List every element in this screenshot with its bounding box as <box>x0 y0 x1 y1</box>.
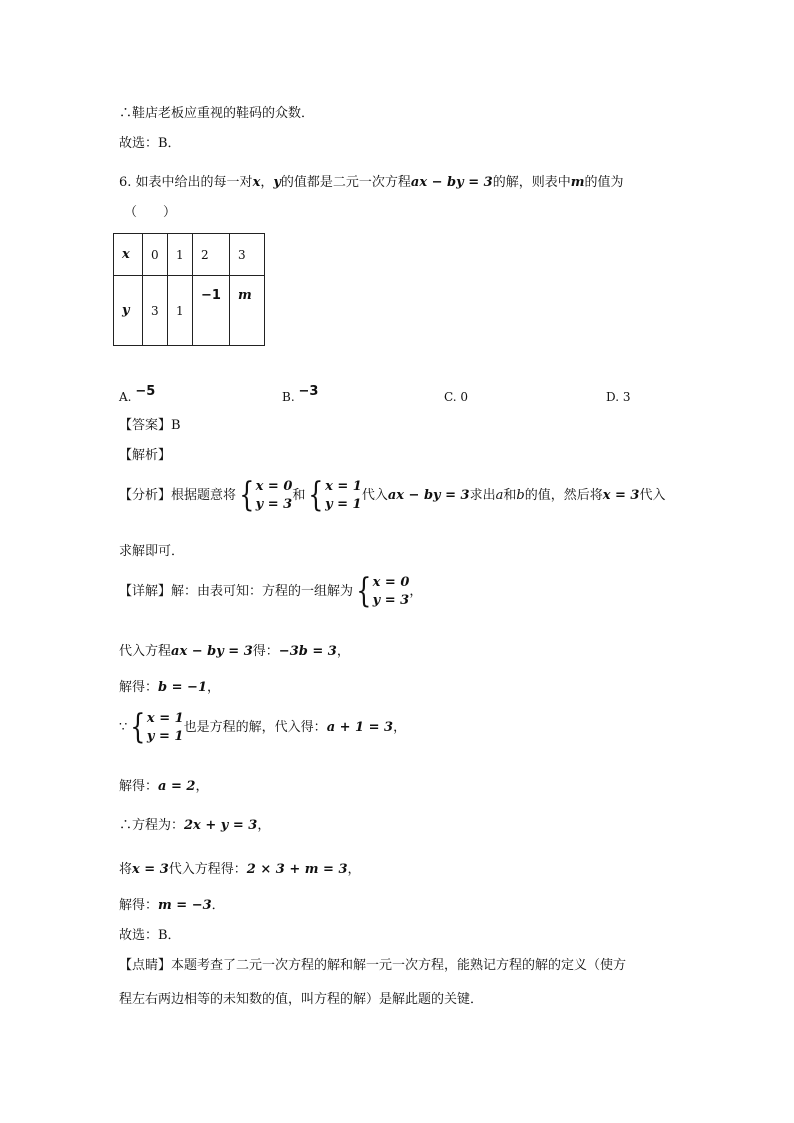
math-a: a <box>495 488 504 503</box>
math: a = 2 <box>158 779 196 794</box>
text: 代入 <box>361 488 388 503</box>
table-cell: 0 <box>143 234 168 276</box>
text: 的解，则表中 <box>492 175 571 190</box>
table-cell: 1 <box>168 276 193 346</box>
text: 求出 <box>469 488 496 503</box>
sys-row: x = 0 <box>372 575 410 590</box>
option-label: B. <box>282 390 295 404</box>
option-value: 3 <box>622 390 631 404</box>
brace: { <box>130 707 146 747</box>
text: 得： <box>252 644 279 659</box>
text-line: 故选：B． <box>119 136 181 151</box>
text: ， <box>347 862 361 877</box>
sys-row: y = 3 <box>255 497 293 512</box>
text: ， <box>336 644 350 659</box>
step-1 <box>119 644 350 660</box>
dianjing-line-1: 【点睛】本题考查了二元一次方程的解和解一元一次方程，能熟记方程的解的定义（使方 <box>119 958 627 973</box>
text: ， <box>409 584 423 599</box>
text: ， <box>257 818 271 833</box>
text: 解得： <box>119 898 159 913</box>
table-cell: 1 <box>168 234 193 276</box>
text: 代入 <box>639 488 666 503</box>
answer-paren: （ ） <box>124 205 177 220</box>
option-label: C. <box>444 390 457 404</box>
text: 代入方程 <box>119 644 172 659</box>
text: 解得： <box>119 779 159 794</box>
sys-row: y = 1 <box>146 729 184 744</box>
text: 的值为 <box>584 175 624 190</box>
math: m = −3 <box>158 898 212 913</box>
table-row <box>114 234 265 276</box>
step-8: 故选：B． <box>119 928 181 943</box>
table-cell: x <box>114 234 143 276</box>
math-y: y <box>273 175 281 190</box>
table-cell: m <box>229 276 264 346</box>
dianjing-line-2: 程左右两边相等的未知数的值，叫方程的解）是解此题的关键． <box>119 992 484 1007</box>
step-5 <box>119 818 270 834</box>
analysis-heading: 【解析】 <box>119 448 172 463</box>
brace: { <box>308 475 324 515</box>
math: 2 × 3 + m = 3 <box>246 862 348 877</box>
math: x = 3 <box>132 862 169 877</box>
fenxi-line <box>119 475 666 515</box>
math-equation: ax − by = 3 <box>387 488 470 503</box>
table-cell: 3 <box>229 234 264 276</box>
value-table <box>113 233 265 346</box>
option-value: −3 <box>298 384 319 399</box>
text-line: ∴鞋店老板应重视的鞋码的众数． <box>119 106 315 121</box>
step-7 <box>119 898 225 914</box>
text: ∴方程为： <box>119 818 185 833</box>
math-m: m <box>570 175 585 190</box>
because-symbol: ∵ <box>119 720 128 735</box>
equation-system <box>305 475 362 515</box>
math: 2x + y = 3 <box>184 818 258 833</box>
math: a + 1 = 3 <box>326 720 394 735</box>
option-a <box>119 384 156 405</box>
option-value: 0 <box>460 390 469 404</box>
sys-row: y = 1 <box>325 497 362 512</box>
text: 【分析】根据题意将 <box>119 488 237 503</box>
math-x3: x = 3 <box>602 488 640 503</box>
text: 解得： <box>119 680 159 695</box>
text: ， <box>260 175 274 190</box>
text: ， <box>393 720 407 735</box>
text: 【详解】解：由表可知：方程的一组解为 <box>119 584 354 599</box>
table-cell: 2 <box>193 234 230 276</box>
sys-row: x = 1 <box>325 479 362 494</box>
sys-row: x = 1 <box>146 711 184 726</box>
text: 如表中给出的每一对 <box>135 175 253 190</box>
text: 也是方程的解，代入得： <box>183 720 327 735</box>
option-label: A. <box>119 390 132 404</box>
step-3 <box>119 707 407 747</box>
sys-row: y = 3 <box>372 593 410 608</box>
math-x: x <box>252 175 261 190</box>
equation-system <box>236 475 293 515</box>
text: ． <box>211 898 225 913</box>
equation-system <box>353 571 410 611</box>
text: 的值都是二元一次方程 <box>280 175 411 190</box>
xiangjie-line <box>119 571 423 611</box>
math-equation: ax − by = 3 <box>410 175 493 190</box>
answer-line: 【答案】B <box>119 418 181 433</box>
sys-row: x = 0 <box>255 479 293 494</box>
option-d <box>606 390 630 404</box>
question-6 <box>119 175 623 191</box>
math: ax − by = 3 <box>171 644 253 659</box>
math: −3b = 3 <box>278 644 337 659</box>
option-b <box>282 384 319 405</box>
table-cell: 3 <box>143 276 168 346</box>
text: 和 <box>503 488 517 503</box>
math-b: b <box>516 488 525 503</box>
brace: { <box>239 475 255 515</box>
text-line: 求解即可． <box>119 544 185 559</box>
text: ， <box>195 779 209 794</box>
math: b = −1 <box>158 680 207 695</box>
text: 将 <box>119 862 133 877</box>
option-c <box>444 390 468 404</box>
step-6 <box>119 862 361 878</box>
table-row <box>114 276 265 346</box>
text: ， <box>207 680 221 695</box>
question-number: 6. <box>119 175 132 190</box>
step-2 <box>119 680 220 696</box>
table-cell: −1 <box>193 276 230 346</box>
table-cell: y <box>114 276 143 346</box>
text: 代入方程得： <box>168 862 247 877</box>
brace: { <box>356 571 372 611</box>
option-value: −5 <box>135 384 156 399</box>
text: 和 <box>292 488 306 503</box>
equation-system <box>127 707 184 747</box>
step-4 <box>119 779 208 795</box>
option-label: D. <box>606 390 620 404</box>
text: 的值，然后将 <box>524 488 603 503</box>
